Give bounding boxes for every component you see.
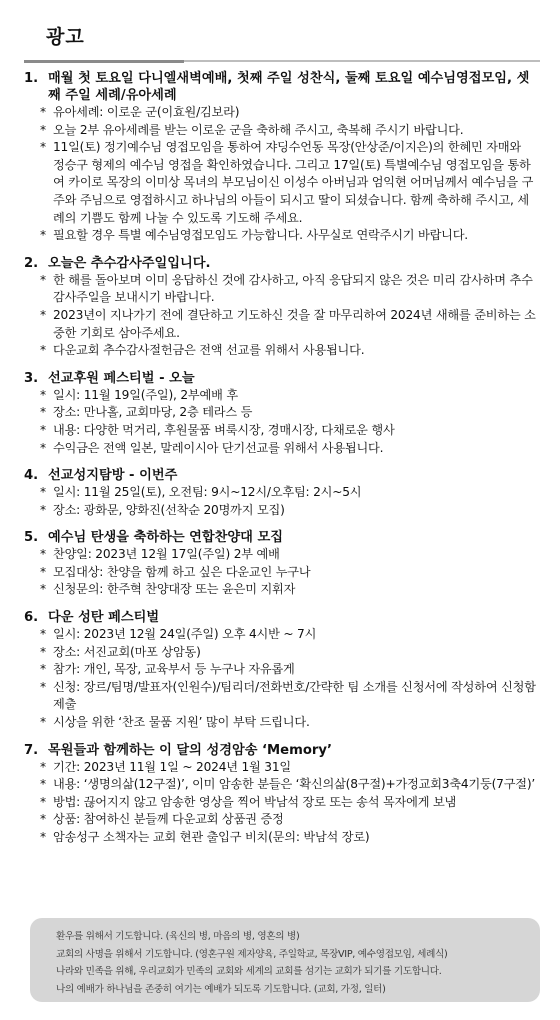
prayer-box bbox=[30, 918, 540, 1002]
item-text: 시상을 위한 ‘찬조 물품 지원’ 많이 부탁 드립니다. bbox=[53, 715, 310, 730]
bullet-asterisk: * bbox=[40, 122, 46, 137]
page-title: 광고 bbox=[46, 26, 85, 48]
list-item bbox=[40, 626, 536, 644]
item-text: 방법: 끊어지지 않고 암송한 영상을 찍어 박남석 장로 또는 송석 목자에게 보냄 bbox=[53, 794, 457, 809]
item-text: 2023년이 지나가기 전에 결단하고 기도하신 것을 잘 마무리하여 2024년 새해를 준비하는 소중한 기회로 삼아주세요. bbox=[53, 307, 536, 340]
announcement-section bbox=[24, 370, 536, 457]
prayer-line: 나라와 민족을 위해, 우리교회가 민족의 교회와 세계의 교회를 섬기는 교회가 되기를 기도합니다. bbox=[56, 966, 442, 977]
announcement-section bbox=[24, 467, 536, 519]
section-number: 3. bbox=[24, 370, 39, 386]
item-text: 찬양일: 2023년 12월 17일(주일) 2부 예배 bbox=[53, 547, 280, 562]
section-title: 다운 성탄 페스티벌 bbox=[48, 610, 160, 626]
section-heading bbox=[24, 255, 536, 272]
bullet-asterisk: * bbox=[40, 405, 46, 420]
item-text: 모집대상: 찬양을 함께 하고 싶은 다운교인 누구나 bbox=[53, 564, 311, 579]
item-text: 상품: 참여하신 분들께 다운교회 상품권 증정 bbox=[53, 812, 284, 827]
title-divider bbox=[24, 60, 540, 62]
item-text: 수익금은 전액 일본, 말레이시아 단기선교를 위해서 사용됩니다. bbox=[53, 440, 384, 455]
section-items bbox=[24, 759, 536, 847]
section-heading bbox=[24, 467, 536, 484]
section-number: 7. bbox=[24, 742, 39, 758]
list-item bbox=[40, 139, 536, 227]
bullet-asterisk: * bbox=[40, 547, 46, 562]
section-items bbox=[24, 387, 536, 457]
item-text: 일시: 11월 25일(토), 오전팀: 9시~12시/오후팀: 2시~5시 bbox=[53, 485, 362, 500]
section-heading bbox=[24, 742, 536, 759]
announcement-section bbox=[24, 742, 536, 847]
section-heading bbox=[24, 529, 536, 546]
section-number: 4. bbox=[24, 468, 39, 484]
section-title: 목원들과 함께하는 이 달의 성경암송 ‘Memory’ bbox=[48, 742, 333, 758]
bullet-asterisk: * bbox=[40, 662, 46, 677]
bullet-asterisk: * bbox=[40, 105, 46, 119]
item-text: 신청: 장르/팀명/발표자(인원수)/팀리더/전화번호/간략한 팀 소개를 신청서에 작성하여 신청함 제출 bbox=[53, 679, 536, 712]
list-item bbox=[40, 387, 536, 405]
list-item bbox=[40, 644, 536, 662]
section-heading bbox=[24, 370, 536, 387]
section-items bbox=[24, 546, 536, 599]
bullet-asterisk: * bbox=[40, 272, 46, 287]
list-item bbox=[40, 564, 536, 582]
announcement-section bbox=[24, 70, 536, 245]
bullet-asterisk: * bbox=[40, 228, 46, 243]
list-item bbox=[40, 811, 536, 829]
list-item bbox=[40, 122, 536, 140]
list-item bbox=[40, 794, 536, 812]
section-title: 예수님 탄생을 축하하는 연합찬양대 모집 bbox=[48, 530, 283, 546]
section-items bbox=[24, 272, 536, 360]
page-header bbox=[24, 22, 540, 52]
list-item bbox=[40, 661, 536, 679]
item-text: 신청문의: 한주혁 찬양대장 또는 윤은미 지휘자 bbox=[53, 582, 296, 597]
section-title: 선교성지탐방 - 이번주 bbox=[48, 468, 178, 484]
bullet-asterisk: * bbox=[40, 715, 46, 730]
bullet-asterisk: * bbox=[40, 777, 46, 792]
announcement-section bbox=[24, 529, 536, 599]
item-text: 기간: 2023년 11월 1일 ~ 2024년 1월 31일 bbox=[53, 759, 291, 774]
section-heading bbox=[24, 609, 536, 626]
item-text: 참가: 개인, 목장, 교육부서 등 누구나 자유롭게 bbox=[53, 662, 295, 677]
bullet-asterisk: * bbox=[40, 830, 46, 844]
bullet-asterisk: * bbox=[40, 307, 46, 322]
item-text: 장소: 광화문, 양화진(선착순 20명까지 모집) bbox=[53, 502, 285, 517]
bullet-asterisk: * bbox=[40, 502, 46, 517]
bullet-asterisk: * bbox=[40, 387, 46, 402]
bullet-asterisk: * bbox=[40, 343, 46, 358]
prayer-line: 환우를 위해서 기도합니다. (육신의 병, 마음의 병, 영혼의 병) bbox=[56, 931, 300, 942]
title-divider-accent bbox=[24, 60, 184, 63]
section-number: 5. bbox=[24, 530, 39, 546]
bullet-asterisk: * bbox=[40, 679, 46, 694]
section-title: 오늘은 추수감사주일입니다. bbox=[48, 255, 211, 271]
section-items bbox=[24, 484, 536, 519]
bullet-asterisk: * bbox=[40, 644, 46, 659]
announcement-section bbox=[24, 255, 536, 360]
section-number: 6. bbox=[24, 610, 39, 626]
prayer-line: 교회의 사명을 위해서 기도합니다. (영혼구원 제자양육, 주일학교, 목장VIP, 예수영접모임, 세례식) bbox=[56, 948, 448, 960]
item-text: 내용: ‘생명의삶(12구절)’, 이미 암송한 분들은 ‘확신의삶(8구절)+가정교회3축4기둥(7구절)’ bbox=[53, 777, 536, 792]
section-heading bbox=[24, 70, 536, 104]
item-text: 일시: 2023년 12월 24일(주일) 오후 4시반 ~ 7시 bbox=[53, 627, 317, 642]
list-item bbox=[40, 272, 536, 307]
bullet-asterisk: * bbox=[40, 627, 46, 642]
section-items bbox=[24, 104, 536, 245]
list-item bbox=[40, 104, 536, 122]
bullet-asterisk: * bbox=[40, 485, 46, 500]
bullet-asterisk: * bbox=[40, 582, 46, 597]
list-item bbox=[40, 440, 536, 458]
item-text: 오늘 2부 유아세례를 받는 이로운 군을 축하해 주시고, 축복해 주시기 바랍니다. bbox=[53, 122, 464, 137]
list-item bbox=[40, 581, 536, 599]
list-item bbox=[40, 714, 536, 732]
item-text: 내용: 다양한 먹거리, 후원물품 벼룩시장, 경매시장, 다채로운 행사 bbox=[53, 422, 395, 437]
bullet-asterisk: * bbox=[40, 812, 46, 827]
item-text: 11일(토) 정기예수님 영접모임을 통하여 쟈딩수언동 목장(안상준/이지은)의 한혜민 자매와 정승구 형제의 예수님 영접을 확인하였습니다. 그리고 17일(토) 특별예수님 영접모임을 통하여 카이로 목장의 이미상 목녀의 부모님이신 이성수 아버님과 엄익현 어머님께서 예수님을 구주와 주님으로 영접하시고 하나님의 아들이 되시고 딸이 되셨습니다. 함께 축하해 주시고, 세례의 기쁨도 함께 나눌 수 있도록 기도해 주세요. bbox=[53, 140, 534, 225]
list-item bbox=[40, 679, 536, 714]
bullet-asterisk: * bbox=[40, 440, 46, 455]
section-title: 선교후원 페스티벌 - 오늘 bbox=[48, 370, 195, 386]
bullet-asterisk: * bbox=[40, 759, 46, 774]
list-item bbox=[40, 502, 536, 520]
bullet-asterisk: * bbox=[40, 140, 46, 155]
prayer-line: 나의 예배가 하나님을 존중히 여기는 예배가 되도록 기도합니다. (교회, 가정, 일터) bbox=[56, 983, 386, 995]
bullet-asterisk: * bbox=[40, 564, 46, 579]
list-item bbox=[40, 307, 536, 342]
list-item bbox=[40, 484, 536, 502]
section-number: 1. bbox=[24, 71, 39, 86]
item-text: 일시: 11월 19일(주일), 2부예배 후 bbox=[53, 387, 238, 402]
item-text: 유아세례: 이로운 군(이효원/김보라) bbox=[53, 105, 240, 119]
announcement-list bbox=[24, 70, 536, 857]
list-item bbox=[40, 227, 536, 245]
list-item bbox=[40, 422, 536, 440]
item-text: 한 해를 돌아보며 이미 응답하신 것에 감사하고, 아직 응답되지 않은 것은 미리 감사하며 추수감사주일을 보내시기 바랍니다. bbox=[53, 272, 533, 305]
announcement-section bbox=[24, 609, 536, 732]
section-title: 매월 첫 토요일 다니엘새벽예배, 첫째 주일 성찬식, 둘째 토요일 예수님영접모임, 셋째 주일 세례/유아세례 bbox=[48, 71, 530, 103]
list-item bbox=[40, 759, 536, 777]
list-item bbox=[40, 404, 536, 422]
bullet-asterisk: * bbox=[40, 794, 46, 809]
item-text: 장소: 만나홀, 교회마당, 2층 테라스 등 bbox=[53, 405, 253, 420]
item-text: 장소: 서진교회(마포 상암동) bbox=[53, 644, 201, 659]
list-item bbox=[40, 342, 536, 360]
bullet-asterisk: * bbox=[40, 422, 46, 437]
section-number: 2. bbox=[24, 255, 39, 271]
list-item bbox=[40, 776, 536, 794]
section-items bbox=[24, 626, 536, 732]
list-item bbox=[40, 829, 536, 847]
item-text: 필요할 경우 특별 예수님영접모임도 가능합니다. 사무실로 연락주시기 바랍니다. bbox=[53, 228, 468, 243]
item-text: 암송성구 소책자는 교회 현관 출입구 비치(문의: 박남석 장로) bbox=[53, 830, 370, 844]
list-item bbox=[40, 546, 536, 564]
item-text: 다운교회 추수감사절헌금은 전액 선교를 위해서 사용됩니다. bbox=[53, 343, 365, 358]
